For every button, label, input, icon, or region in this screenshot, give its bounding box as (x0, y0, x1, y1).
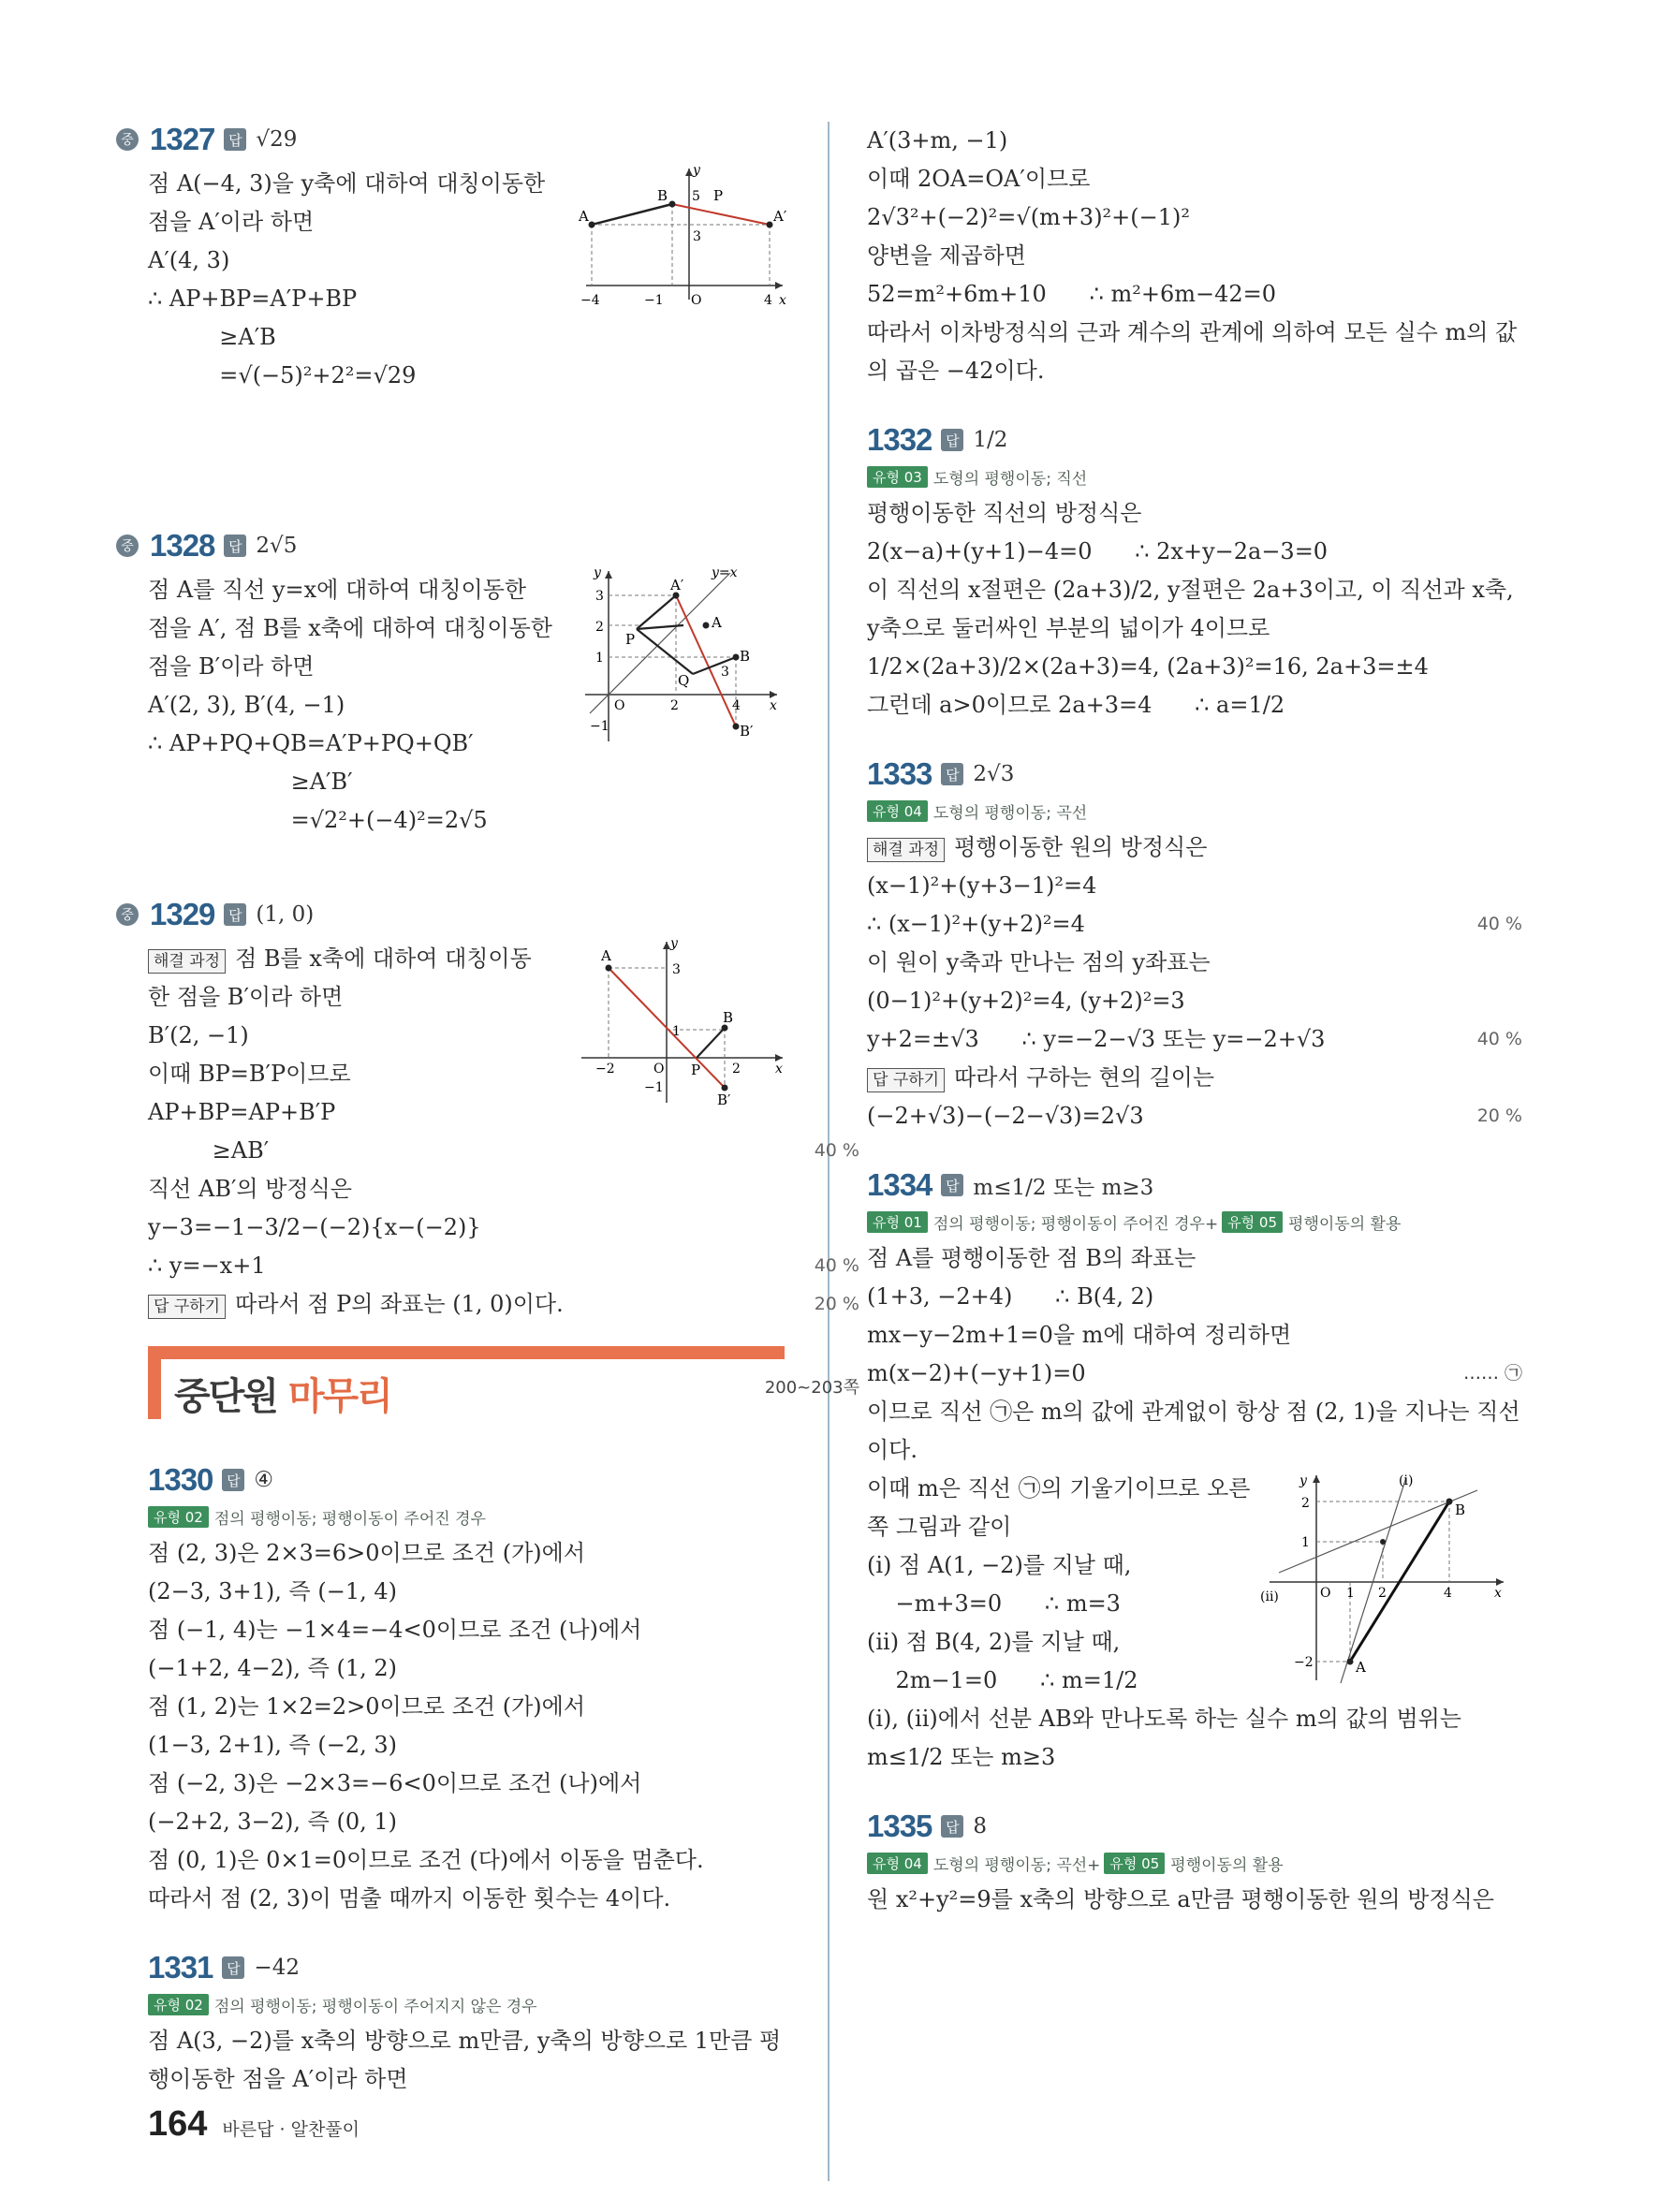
problem-1333 (867, 756, 1522, 1135)
fig-label: 2 (732, 1062, 741, 1077)
type-tag: 유형 01 점의 평행이동; 평행이동이 주어진 경우+ 유형 05 평행이동의 활용 (867, 1210, 1401, 1234)
solution-line: 쪽 그림과 같이 (867, 1514, 1012, 1540)
label-process: 해결 과정 (148, 949, 226, 974)
solution-line: 해결 과정 점 B를 x축에 대하여 대칭이동 (148, 940, 859, 978)
answer-icon: 답 (941, 763, 963, 785)
difficulty-mark: 중 (116, 903, 139, 926)
solution-line: (ii) 점 B(4, 2)를 지날 때, (867, 1629, 1121, 1655)
solution-line: 해결 과정 평행이동한 원의 방정식은 (867, 828, 1522, 867)
fig-label: Q (678, 672, 690, 689)
fig-label: A′ (670, 577, 684, 593)
fig-label: B (1455, 1502, 1466, 1518)
solution-line: (−2+√3)−(−2−√3)=2√3 20 % (867, 1097, 1522, 1135)
fig-label: x (770, 698, 777, 713)
fig-label: A (712, 614, 722, 631)
problem-1331-continued (867, 122, 1522, 390)
problem-number: 1333 (867, 756, 932, 791)
figure-1328 (580, 564, 786, 754)
section-title: 중단원 마무리 (174, 1375, 391, 1418)
solution-line: 점 A(−4, 3)을 y축에 대하여 대칭이동한 (148, 170, 546, 197)
fig-label: x (1494, 1586, 1502, 1601)
answer: (1, 0) (256, 902, 315, 927)
problem-1335 (867, 1809, 1522, 1919)
answer: m≤1/2 또는 m≥3 (973, 1175, 1154, 1200)
figure-1334 (1260, 1470, 1513, 1689)
solution-line: 점 (−2, 3)은 −2×3=−6<0이므로 조건 (나)에서 (148, 1770, 642, 1796)
solution-line: 그런데 a>0이므로 2a+3=4 ∴ a=1/2 (867, 692, 1285, 718)
fig-label: 3 (672, 962, 681, 977)
solution-line: mx−y−2m+1=0을 m에 대하여 정리하면 (867, 1322, 1292, 1348)
page-footer (148, 2104, 360, 2145)
solution-line: 점 (2, 3)은 2×3=6>0이므로 조건 (가)에서 (148, 1540, 586, 1566)
problem-1330 (148, 1462, 859, 1918)
problem-1331 (148, 1950, 859, 2099)
solution-line: 2√3²+(−2)²=√(m+3)²+(−1)² (867, 204, 1191, 230)
fig-label: (ii) (1260, 1589, 1279, 1604)
solution-line: =√2²+(−4)²=2√5 (148, 807, 488, 833)
problem-1328 (121, 528, 859, 865)
answer: 2√5 (256, 534, 298, 558)
fig-label: O (614, 698, 625, 713)
problem-number: 1334 (867, 1167, 932, 1202)
difficulty-mark: 중 (116, 128, 139, 151)
label-process: 해결 과정 (867, 838, 945, 862)
answer-icon: 답 (941, 1815, 963, 1838)
solution-line: 이때 2OA=OA′이므로 (867, 166, 1091, 192)
fig-label: 4 (764, 293, 772, 308)
solution-line: A′(2, 3), B′(4, −1) (148, 692, 345, 718)
solution-line: 한 점을 B′이라 하면 (148, 984, 344, 1010)
fig-label: P (625, 631, 636, 648)
fig-label: x (775, 1062, 783, 1077)
figure-1329 (577, 934, 792, 1116)
solution-line: ≥A′B (148, 324, 276, 350)
solution-line: 원 x²+y²=9를 x축의 방향으로 a만큼 평행이동한 원의 방정식은 (867, 1886, 1494, 1912)
solution-line: −m+3=0 ∴ m=3 (867, 1590, 1121, 1617)
score-percent: 40 % (1476, 1029, 1522, 1049)
solution-line: y−3=−1−3/2−(−2){x−(−2)} (148, 1214, 481, 1240)
fig-label: A (601, 947, 611, 964)
answer-icon: 답 (941, 1174, 963, 1196)
problem-1327 (121, 122, 859, 496)
solution-line: 이므로 직선 ㉠은 m의 값에 관계없이 항상 점 (2, 1)을 지나는 직선 (867, 1399, 1520, 1425)
problem-number: 1327 (150, 122, 215, 156)
solution-line: 1/2×(2a+3)/2×(2a+3)=4, (2a+3)²=16, 2a+3=±4 (867, 653, 1429, 680)
problem-1329 (121, 897, 859, 1317)
answer-icon: 답 (941, 429, 963, 451)
problem-number: 1332 (867, 422, 932, 457)
fig-label: 1 (1301, 1535, 1310, 1550)
solution-line: 점 A(3, −2)를 x축의 방향으로 m만큼, y축의 방향으로 1만큼 평 (148, 2028, 782, 2054)
score-percent: 40 % (814, 1140, 859, 1161)
solution-line: (x−1)²+(y+3−1)²=4 (867, 872, 1097, 899)
book-title: 바른답 · 알찬풀이 (222, 2119, 360, 2140)
answer: √29 (256, 127, 298, 152)
solution-line: (2−3, 3+1), 즉 (−1, 4) (148, 1578, 397, 1604)
solution-line: 점을 A′이라 하면 (148, 209, 315, 235)
answer: −42 (254, 1956, 300, 1980)
solution-line: 점 (1, 2)는 1×2=2>0이므로 조건 (가)에서 (148, 1693, 586, 1720)
problem-number: 1331 (148, 1950, 213, 1985)
solution-line: 이때 BP=B′P이므로 (148, 1061, 351, 1087)
type-tag: 유형 02 점의 평행이동; 평행이동이 주어진 경우 (148, 1505, 486, 1529)
solution-line: 이다. (867, 1437, 918, 1463)
problem-number: 1328 (150, 528, 215, 563)
solution-line: m≤1/2 또는 m≥3 (867, 1744, 1056, 1770)
answer-icon: 답 (224, 128, 246, 151)
solution-line: ∴ AP+BP=A′P+BP (148, 286, 358, 312)
type-tag: 유형 04 도형의 평행이동; 곡선 (867, 799, 1087, 823)
fig-label: −2 (1294, 1655, 1314, 1670)
fig-label: 3 (693, 229, 701, 244)
solution-line: 2(x−a)+(y+1)−4=0 ∴ 2x+y−2a−3=0 (867, 538, 1329, 564)
solution-line: ∴ y=−x+1 40 % (148, 1247, 859, 1285)
solution-line: 이 직선의 x절편은 (2a+3)/2, y절편은 2a+3이고, 이 직선과 x축, (867, 577, 1514, 603)
fig-label: 2 (1378, 1586, 1387, 1601)
solution-line: (i), (ii)에서 선분 AB와 만나도록 하는 실수 m의 값의 범위는 (867, 1706, 1461, 1732)
answer: ④ (254, 1468, 274, 1492)
solution-line: 이 원이 y축과 만나는 점의 y좌표는 (867, 949, 1211, 975)
problem-1334 (867, 1167, 1522, 1777)
fig-label: (i) (1399, 1473, 1414, 1488)
solution-line: 답 구하기 따라서 점 P의 좌표는 (1, 0)이다. 20 % (148, 1285, 859, 1324)
fig-label: 2 (1301, 1496, 1310, 1511)
score-percent: 40 % (1476, 914, 1522, 934)
solution-line: ∴ (x−1)²+(y+2)²=4 40 % (867, 905, 1522, 944)
fig-label: B (723, 1009, 734, 1026)
solution-line: m(x−2)+(−y+1)=0 …… ㉠ (867, 1355, 1522, 1393)
solution-line: B′(2, −1) (148, 1022, 249, 1048)
solution-line: ≥AB′ 40 % (148, 1132, 859, 1170)
solution-line: (−2+2, 3−2), 즉 (0, 1) (148, 1809, 397, 1835)
fig-label: B′ (740, 723, 754, 740)
fig-label: 1 (595, 651, 604, 666)
problem-1332 (867, 422, 1522, 725)
fig-label: 2 (595, 620, 604, 635)
fig-label: −1 (590, 719, 609, 734)
fig-label: 4 (732, 698, 741, 713)
solution-line: (0−1)²+(y+2)²=4, (y+2)²=3 (867, 988, 1185, 1014)
solution-line: 의 곱은 −42이다. (867, 358, 1045, 384)
solution-line: 평행이동한 직선의 방정식은 (867, 500, 1142, 526)
fig-label: 3 (595, 589, 604, 604)
answer-icon: 답 (224, 535, 246, 557)
fig-label: 3 (721, 665, 729, 680)
fig-label: B (740, 648, 751, 665)
section-pages: 200~203쪽 (764, 1378, 859, 1398)
fig-label: −2 (595, 1062, 615, 1077)
problem-number: 1335 (867, 1809, 932, 1843)
fig-label: 2 (670, 698, 679, 713)
right-column (867, 122, 1522, 1951)
figure-1327 (577, 159, 792, 313)
solution-line: 점 A를 직선 y=x에 대하여 대칭이동한 (148, 577, 527, 603)
fig-label: −4 (580, 293, 600, 308)
problem-number: 1329 (150, 897, 215, 931)
solution-line: AP+BP=AP+B′P (148, 1099, 336, 1125)
fig-label: y (670, 936, 678, 951)
section-banner (148, 1346, 859, 1419)
solution-line: y축으로 둘러싸인 부분의 넓이가 4이므로 (867, 615, 1270, 641)
fig-label: O (1320, 1586, 1331, 1601)
fig-label: −1 (644, 1080, 664, 1095)
fig-label: y (1299, 1473, 1307, 1488)
solution-line: 52=m²+6m+10 ∴ m²+6m−42=0 (867, 281, 1277, 307)
fig-label: A (1356, 1659, 1366, 1676)
solution-line: 점을 A′, 점 B를 x축에 대하여 대칭이동한 (148, 615, 552, 641)
answer: 2√3 (973, 762, 1015, 786)
fig-label: O (653, 1062, 665, 1077)
label-answer: 답 구하기 (148, 1295, 226, 1319)
problem-number: 1330 (148, 1462, 213, 1497)
fig-label: y=x (712, 565, 738, 580)
fig-label: B (657, 187, 668, 204)
type-tag: 유형 03 도형의 평행이동; 직선 (867, 465, 1087, 489)
solution-line: 2m−1=0 ∴ m=1/2 (867, 1667, 1138, 1693)
fig-label: P (691, 1062, 701, 1078)
page-number: 164 (148, 2104, 208, 2144)
fig-label: A′ (773, 208, 787, 225)
solution-line: ∴ AP+PQ+QB=A′P+PQ+QB′ (148, 730, 474, 756)
solution-line: 답 구하기 따라서 구하는 현의 길이는 (867, 1059, 1522, 1097)
score-percent: 40 % (814, 1255, 859, 1276)
fig-label: −1 (644, 293, 664, 308)
solution-line: ≥A′B′ (148, 769, 353, 795)
fig-label: y (594, 565, 601, 580)
fig-label: x (779, 293, 786, 308)
solution-line: 점 (−1, 4)는 −1×4=−4<0이므로 조건 (나)에서 (148, 1617, 642, 1643)
solution-line: (i) 점 A(1, −2)를 지날 때, (867, 1552, 1132, 1578)
solution-line: (−1+2, 4−2), 즉 (1, 2) (148, 1655, 397, 1681)
solution-line: 따라서 이차방정식의 근과 계수의 관계에 의하여 모든 실수 m의 값 (867, 319, 1518, 345)
label-answer: 답 구하기 (867, 1068, 945, 1092)
solution-line: 점 A를 평행이동한 점 B의 좌표는 (867, 1245, 1197, 1271)
solution-line: 이때 m은 직선 ㉠의 기울기이므로 오른 (867, 1475, 1251, 1502)
solution-line: A′(4, 3) (148, 247, 230, 273)
answer-icon: 답 (224, 903, 246, 926)
type-tag: 유형 02 점의 평행이동; 평행이동이 주어지지 않은 경우 (148, 1993, 537, 2016)
solution-line: (1+3, −2+4) ∴ B(4, 2) (867, 1283, 1154, 1310)
fig-label: O (691, 293, 702, 308)
solution-line: 점 (0, 1)은 0×1=0이므로 조건 (다)에서 이동을 멈춘다. (148, 1847, 704, 1873)
answer-icon: 답 (222, 1956, 244, 1979)
fig-label: B′ (717, 1091, 731, 1108)
solution-line: (1−3, 2+1), 즉 (−2, 3) (148, 1732, 397, 1758)
solution-line: y+2=±√3 ∴ y=−2−√3 또는 y=−2+√3 40 % (867, 1020, 1522, 1059)
solution-line: 행이동한 점을 A′이라 하면 (148, 2066, 408, 2092)
answer: 8 (973, 1814, 988, 1838)
score-percent: 20 % (1476, 1106, 1522, 1126)
answer: 1/2 (973, 428, 1008, 452)
solution-line: 양변을 제곱하면 (867, 242, 1026, 269)
left-column (121, 122, 859, 2131)
answer-icon: 답 (222, 1469, 244, 1491)
fig-label: 1 (1346, 1586, 1355, 1601)
equation-marker: …… ㉠ (1462, 1363, 1522, 1384)
fig-label: y (693, 163, 700, 178)
fig-label: P (713, 187, 724, 204)
fig-label: 5 (692, 189, 700, 204)
type-tag: 유형 04 도형의 평행이동; 곡선+ 유형 05 평행이동의 활용 (867, 1852, 1284, 1875)
solution-line: 따라서 점 (2, 3)이 멈출 때까지 이동한 횟수는 4이다. (148, 1885, 671, 1912)
fig-label: 4 (1444, 1586, 1452, 1601)
solution-line: 직선 AB′의 방정식은 (148, 1176, 352, 1202)
solution-line: 점을 B′이라 하면 (148, 653, 315, 680)
fig-label: A (579, 208, 589, 225)
solution-line: =√(−5)²+2²=√29 (148, 362, 417, 388)
score-percent: 20 % (814, 1294, 859, 1314)
difficulty-mark: 중 (116, 535, 139, 557)
fig-label: 1 (672, 1024, 681, 1039)
solution-line: A′(3+m, −1) (867, 127, 1008, 154)
